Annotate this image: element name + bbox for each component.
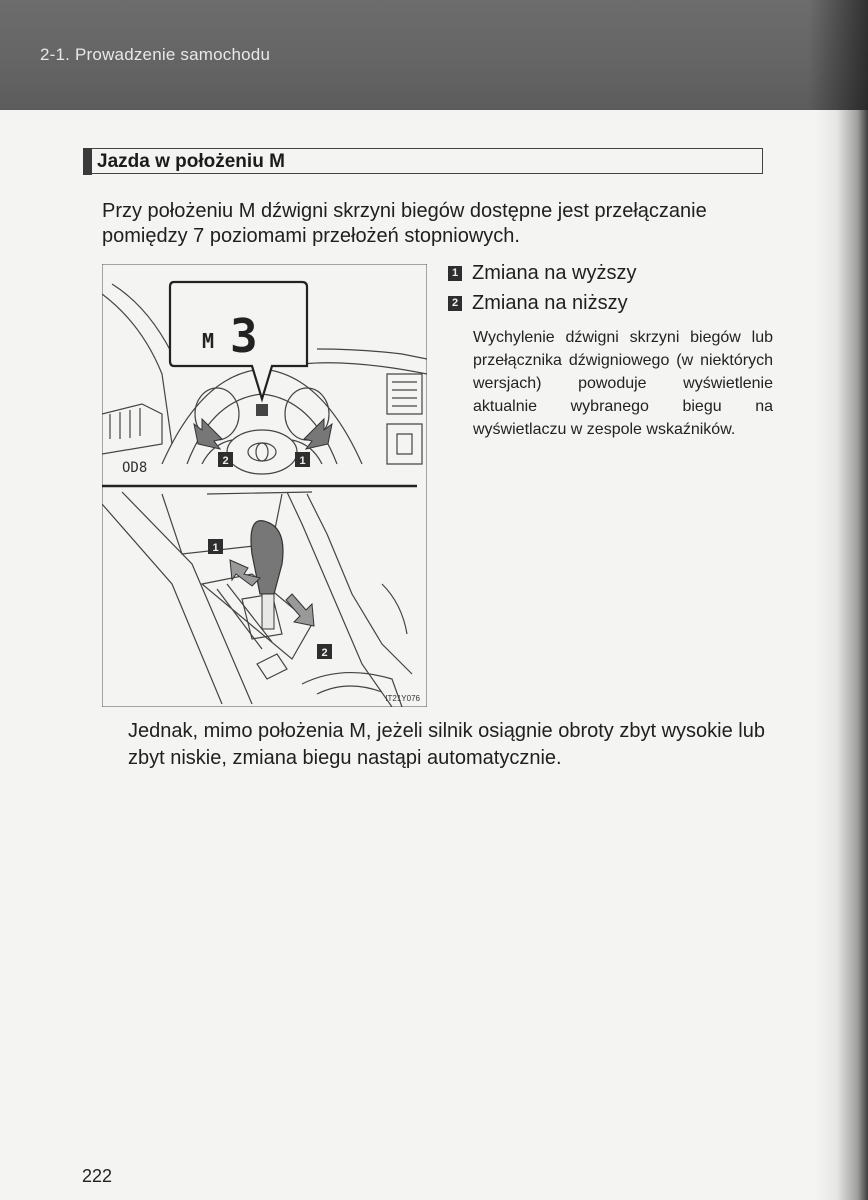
shift-illustration xyxy=(102,264,427,707)
legend-item-upshift xyxy=(448,258,778,288)
callout-1-bottom-label: 1 xyxy=(212,542,219,554)
legend-note: Wychylenie dźwigni skrzyni biegów lub przełącznika dźwigniowego (w niektórych wersjach) powoduje wyświetlenie aktualnie wybranego biegu na wyświetlaczu w zespole wskaźników. xyxy=(473,329,773,438)
legend-label-downshift: Zmiana na niższy xyxy=(472,291,628,314)
section-heading xyxy=(83,148,763,174)
gear-shaft xyxy=(262,594,274,629)
header-edge-shade xyxy=(808,0,868,110)
legend-number-2: 2 xyxy=(448,296,462,311)
display-mode-text: M xyxy=(202,329,215,353)
callout-2-bottom-label: 2 xyxy=(321,647,328,659)
display-indicator xyxy=(256,404,268,416)
section-marker xyxy=(83,148,92,175)
callout-1-top-label: 1 xyxy=(299,455,306,467)
illustration-svg xyxy=(102,264,427,707)
legend xyxy=(448,258,778,441)
legend-label-upshift: Zmiana na wyższy xyxy=(472,261,637,284)
book-spine-shadow xyxy=(816,110,868,1200)
chapter-title: 2-1. Prowadzenie samochodu xyxy=(40,45,271,64)
closing-paragraph: Jednak, mimo położenia M, jeżeli silnik osiągnie obroty zbyt wysokie lub zbyt niskie, zmiana biegu nastąpi automatycznie. xyxy=(128,720,765,769)
intro-paragraph: Przy położeniu M dźwigni skrzyni biegów dostępne jest przełączanie pomiędzy 7 poziomami przełożeń stopniowych. xyxy=(102,200,707,247)
display-gear-text: 3 xyxy=(230,309,258,363)
header-bar xyxy=(0,0,868,110)
panel-text: OD8 xyxy=(122,460,148,476)
figure-code: IT21Y076 xyxy=(385,694,420,703)
section-title: Jazda w położeniu M xyxy=(97,151,285,172)
page-number: 222 xyxy=(82,1166,113,1186)
callout-2-top-label: 2 xyxy=(222,455,229,467)
legend-number-1: 1 xyxy=(448,266,462,281)
legend-item-downshift xyxy=(448,288,778,318)
